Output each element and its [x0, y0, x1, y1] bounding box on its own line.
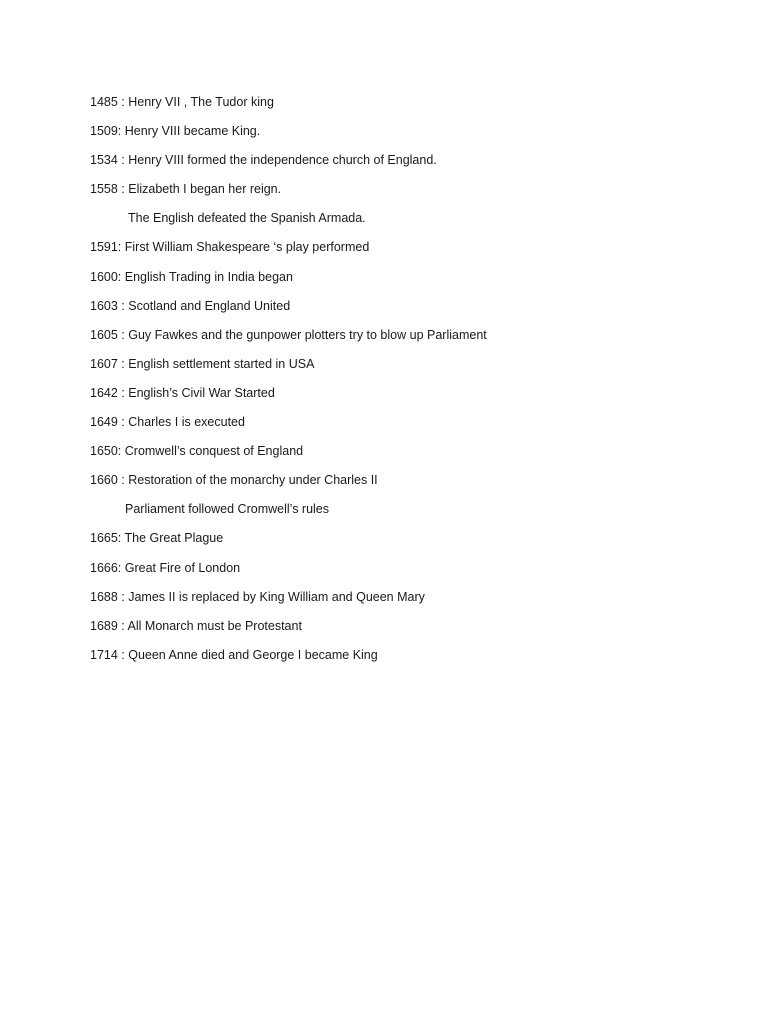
timeline-entry-continuation: Parliament followed Cromwell’s rules	[125, 502, 330, 517]
timeline-entry: 1558 : Elizabeth I began her reign.	[90, 182, 282, 197]
timeline-entry: 1600: English Trading in India began	[90, 269, 293, 284]
timeline-entry: 1485 : Henry VII , The Tudor king	[90, 95, 274, 109]
timeline-entry: 1605 : Guy Fawkes and the gunpower plotters try to blow up Parliament	[90, 327, 487, 342]
timeline-entry: 1689 : All Monarch must be Protestant	[90, 618, 302, 633]
timeline-entry: 1607 : English settlement started in USA	[90, 356, 315, 371]
timeline-entry: 1650: Cromwell’s conquest of England	[90, 444, 304, 459]
timeline-entry: 1688 : James II is replaced by King William and Queen Mary	[90, 589, 425, 604]
timeline-entry: 1666: Great Fire of London	[90, 560, 241, 575]
timeline-entry: 1642 : English’s Civil War Started	[90, 385, 275, 400]
timeline-entry: 1665: The Great Plague	[90, 531, 224, 546]
timeline-entry: 1591: First William Shakespeare ‘s play performed	[90, 240, 370, 255]
timeline-entry: 1660 : Restoration of the monarchy under Charles II	[90, 473, 378, 488]
timeline-entry: 1714 : Queen Anne died and George I became King	[90, 647, 378, 662]
timeline-list	[90, 93, 730, 675]
timeline-entry-continuation: The English defeated the Spanish Armada.	[128, 211, 366, 226]
timeline-entry: 1649 : Charles I is executed	[90, 415, 245, 430]
timeline-entry: 1603 : Scotland and England United	[90, 298, 291, 313]
timeline-entry: 1534 : Henry VIII formed the independence church of England.	[90, 153, 437, 168]
timeline-entry: 1509: Henry VIII became King.	[90, 124, 261, 139]
